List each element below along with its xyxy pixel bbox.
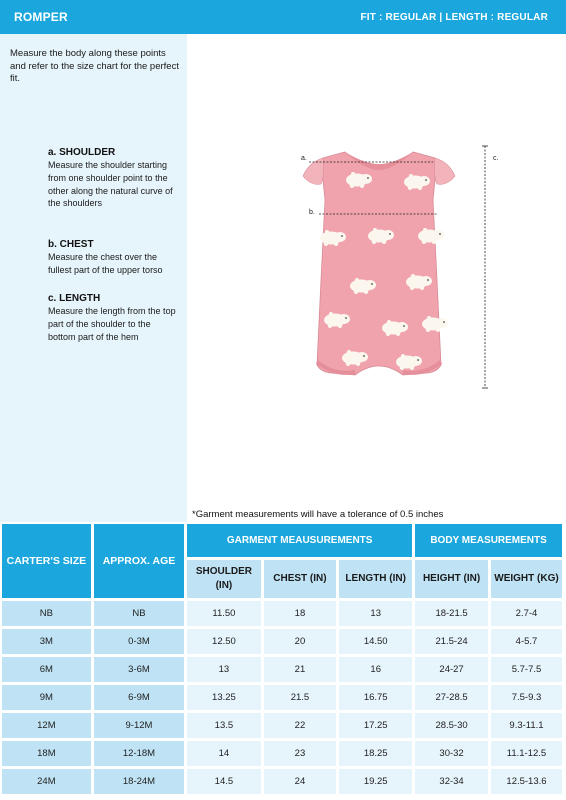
point-description: Measure the chest over the fullest part of the upper torso <box>48 252 163 275</box>
cell-chest: 21 <box>264 657 337 682</box>
table-row <box>2 741 562 766</box>
cell-height: 24-27 <box>415 657 488 682</box>
cell-length: 16.75 <box>339 685 412 710</box>
cell-weight: 4-5.7 <box>491 629 562 654</box>
header-approx-age: APPROX. AGE <box>94 524 184 598</box>
cell-length: 13 <box>339 601 412 626</box>
table-row <box>2 713 562 738</box>
cell-length: 18.25 <box>339 741 412 766</box>
cell-chest: 23 <box>264 741 337 766</box>
cell-weight: 7.5-9.3 <box>491 685 562 710</box>
cell-size: 3M <box>2 629 91 654</box>
cell-weight: 5.7-7.5 <box>491 657 562 682</box>
cell-shoulder: 12.50 <box>187 629 260 654</box>
product-title: ROMPER <box>14 10 68 24</box>
point-chest <box>48 239 178 277</box>
subheader-chest: CHEST (IN) <box>264 560 337 598</box>
table-header-row <box>2 524 562 557</box>
subheader-length: LENGTH (IN) <box>339 560 412 598</box>
cell-age: 12-18M <box>94 741 184 766</box>
cell-height: 18-21.5 <box>415 601 488 626</box>
cell-height: 32-34 <box>415 769 488 794</box>
cell-age: 9-12M <box>94 713 184 738</box>
cell-age: 3-6M <box>94 657 184 682</box>
label-c: c. <box>493 155 499 162</box>
cell-shoulder: 13 <box>187 657 260 682</box>
cell-shoulder: 13.5 <box>187 713 260 738</box>
cell-shoulder: 13.25 <box>187 685 260 710</box>
point-length <box>48 293 178 343</box>
cell-weight: 12.5-13.6 <box>491 769 562 794</box>
cell-shoulder: 14.5 <box>187 769 260 794</box>
cell-shoulder: 11.50 <box>187 601 260 626</box>
cell-age: NB <box>94 601 184 626</box>
header-body-measurements: BODY MEASUREMENTS <box>415 524 562 557</box>
header-carters-size: CARTER'S SIZE <box>2 524 91 598</box>
subheader-weight: WEIGHT (KG) <box>491 560 562 598</box>
size-chart-table <box>0 521 565 797</box>
subheader-shoulder: SHOULDER (IN) <box>187 560 260 598</box>
cell-height: 28.5-30 <box>415 713 488 738</box>
cell-age: 0-3M <box>94 629 184 654</box>
cell-chest: 21.5 <box>264 685 337 710</box>
point-heading: c. LENGTH <box>48 293 101 304</box>
cell-size: 24M <box>2 769 91 794</box>
table-row <box>2 769 562 794</box>
table-row <box>2 685 562 710</box>
label-a: a. <box>301 155 307 162</box>
cell-chest: 18 <box>264 601 337 626</box>
table-row <box>2 601 562 626</box>
cell-weight: 2.7-4 <box>491 601 562 626</box>
cell-chest: 24 <box>264 769 337 794</box>
cell-size: NB <box>2 601 91 626</box>
tolerance-note: *Garment measurements will have a tolerance of 0.5 inches <box>192 509 444 520</box>
cell-length: 16 <box>339 657 412 682</box>
point-heading: a. SHOULDER <box>48 147 116 158</box>
cell-length: 14.50 <box>339 629 412 654</box>
cell-height: 21.5-24 <box>415 629 488 654</box>
header-garment-measurements: GARMENT MEAUSUREMENTS <box>187 524 412 557</box>
point-heading: b. CHEST <box>48 239 94 250</box>
cell-age: 18-24M <box>94 769 184 794</box>
cell-size: 18M <box>2 741 91 766</box>
cell-weight: 11.1-12.5 <box>491 741 562 766</box>
instruction-panel <box>0 34 187 522</box>
cell-age: 6-9M <box>94 685 184 710</box>
cell-height: 30-32 <box>415 741 488 766</box>
cell-chest: 20 <box>264 629 337 654</box>
cell-size: 9M <box>2 685 91 710</box>
cell-size: 12M <box>2 713 91 738</box>
cell-size: 6M <box>2 657 91 682</box>
header-bar <box>0 0 566 34</box>
romper-illustration <box>295 140 505 400</box>
cell-length: 17.25 <box>339 713 412 738</box>
cell-chest: 22 <box>264 713 337 738</box>
intro-text: Measure the body along these points and refer to the size chart for the perfect fit. <box>10 48 179 84</box>
cell-height: 27-28.5 <box>415 685 488 710</box>
point-description: Measure the length from the top part of the shoulder to the bottom part of the hem <box>48 306 176 342</box>
point-description: Measure the shoulder starting from one shoulder point to the other along the natural curve of the shoulders <box>48 160 173 209</box>
label-b: b. <box>309 209 315 216</box>
cell-shoulder: 14 <box>187 741 260 766</box>
subheader-height: HEIGHT (IN) <box>415 560 488 598</box>
table-row <box>2 657 562 682</box>
cell-length: 19.25 <box>339 769 412 794</box>
table-row <box>2 629 562 654</box>
cell-weight: 9.3-11.1 <box>491 713 562 738</box>
point-shoulder <box>48 147 178 210</box>
right-sleeve <box>434 158 455 184</box>
fit-info: FIT : REGULAR | LENGTH : REGULAR <box>360 11 548 23</box>
